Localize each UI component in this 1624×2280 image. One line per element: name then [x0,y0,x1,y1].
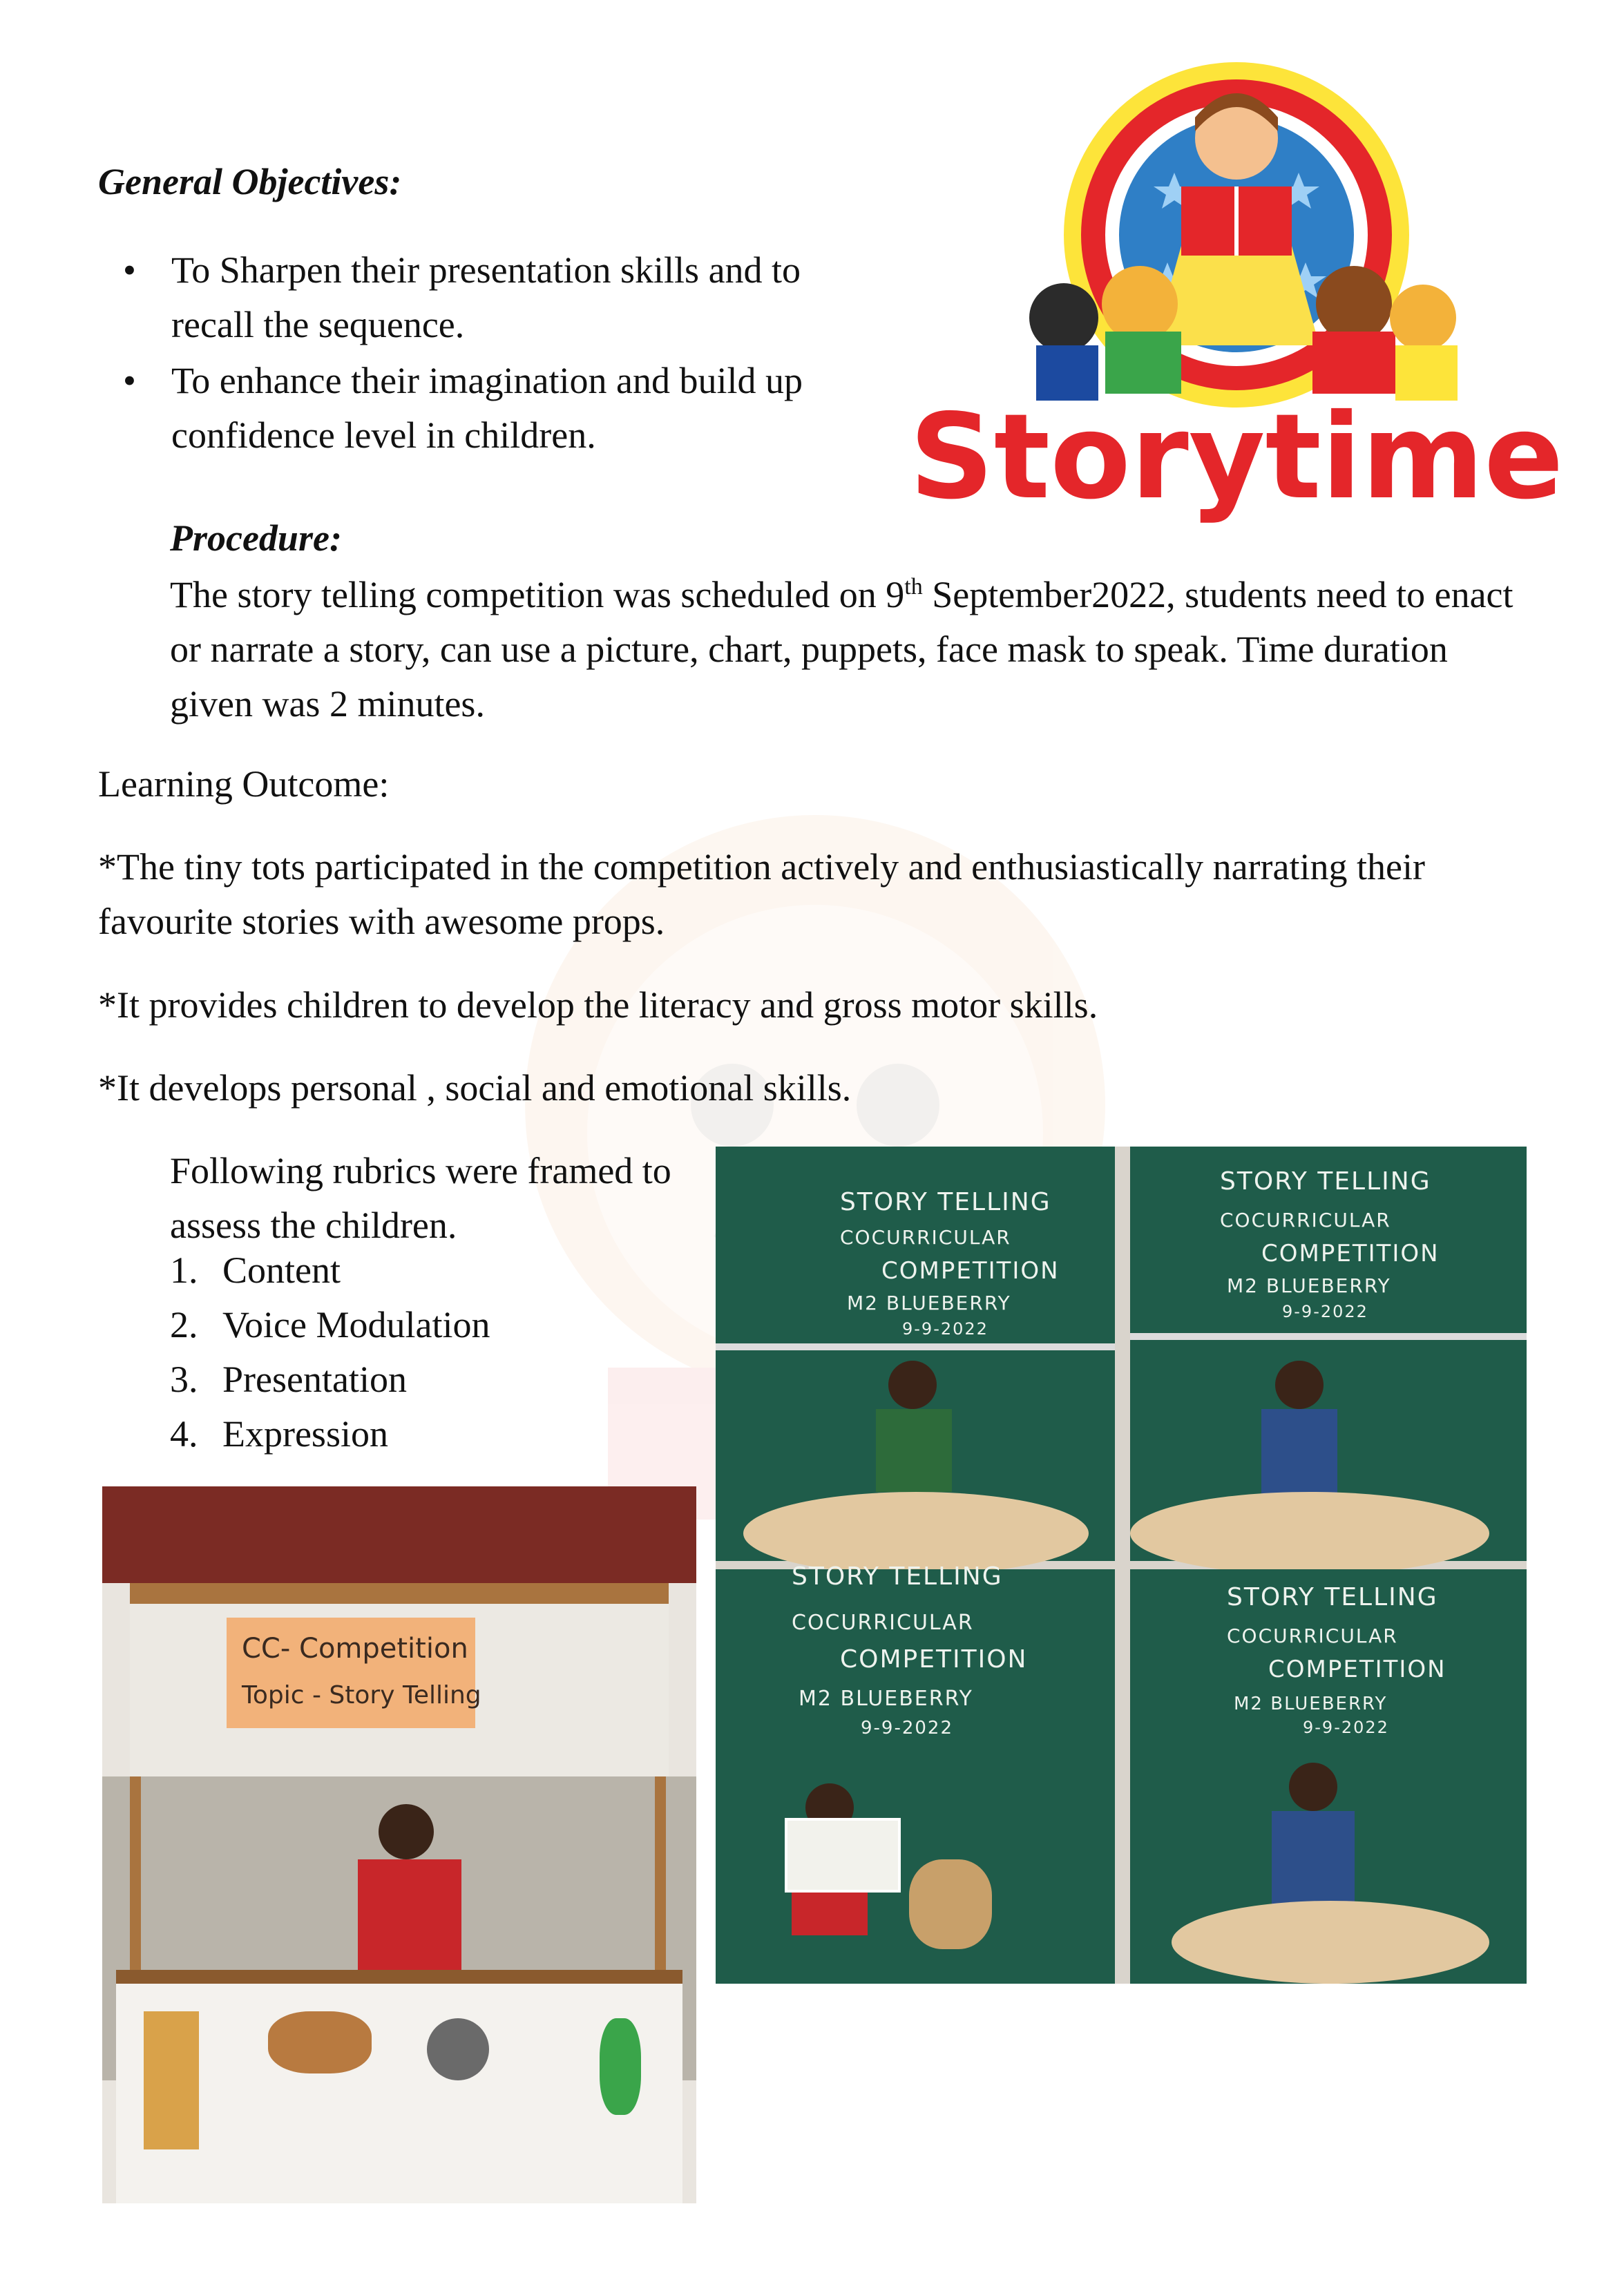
general-objectives-heading: General Objectives: [98,161,402,202]
chalk-line: M2 BLUEBERRY [1227,1274,1391,1297]
rubric-number: 3. [170,1359,198,1400]
sign-line-2: Topic - Story Telling [242,1681,481,1709]
rubric-item [170,1407,490,1462]
board-rail [1130,1333,1527,1340]
objectives-list [116,243,862,464]
chalk-title: STORY TELLING [840,1188,1051,1216]
sign-line-1: CC- Competition [242,1633,468,1665]
chalk-line: COMPETITION [881,1257,1060,1285]
rubric-label: Presentation [222,1359,407,1400]
toy-giraffe [144,2011,199,2149]
rubric-number: 1. [170,1249,198,1291]
stage-front-panel [116,1984,682,2203]
learning-outcome-heading: Learning Outcome: [98,763,390,805]
child-body [358,1859,461,1984]
learning-outcome-point: *The tiny tots participated in the competition actively and enthusiastically narrating their favourite stories with awesome props. [98,846,1425,942]
competition-photo-collage [716,1147,1527,1984]
rubric-label: Expression [222,1413,388,1455]
chalk-line: COMPETITION [1268,1656,1446,1683]
collage-panel [716,1147,1115,1561]
chalk-title: STORY TELLING [1220,1167,1431,1196]
chalk-line: M2 BLUEBERRY [799,1687,973,1711]
learning-outcome-point: *It develops personal , social and emotional skills. [98,1067,852,1109]
procedure-text-part-2: September2022, students need to enact or narrate a story, can use a picture, chart, puppets, face mask to speak. Time duration given was 2 minutes. [170,574,1513,725]
picture-card [785,1818,901,1893]
rubrics-intro: Following rubrics were framed to assess the children. [170,1150,671,1246]
stage-top-shelf [130,1583,669,1604]
procedure-sup: th [904,574,923,600]
storytime-logo-text: Storytime [909,389,1564,526]
rubric-item [170,1298,490,1352]
toy-dog [909,1859,992,1949]
board-rail [716,1343,1115,1350]
collage-panel [716,1562,1115,1984]
chalk-line: COCURRICULAR [840,1226,1011,1249]
chalk-title: STORY TELLING [1227,1583,1438,1611]
toy-deer [268,2011,372,2073]
learning-outcome-point: *It provides children to develop the literacy and gross motor skills. [98,984,1098,1026]
stage-backdrop [102,1486,696,1583]
competition-sign [227,1618,481,1728]
stage-ledge [116,1970,682,1984]
child-head [888,1361,937,1409]
chalk-date: 9-9-2022 [1282,1302,1368,1321]
rubrics-list [170,1243,490,1462]
child-body [1272,1811,1355,1915]
child-head [1275,1361,1324,1409]
child-head [379,1804,434,1859]
toy-parrot [600,2018,641,2115]
toy-panda [427,2018,489,2080]
rubric-item [170,1352,490,1407]
chalk-title: STORY TELLING [792,1562,1003,1591]
chalk-date: 9-9-2022 [902,1319,988,1339]
chalk-date: 9-9-2022 [861,1718,954,1738]
round-table [1172,1901,1489,1984]
rubric-number: 2. [170,1304,198,1345]
puppet-stage-photo [102,1486,696,2203]
child-body [1261,1409,1337,1506]
collage-panel [1130,1147,1527,1561]
round-table [1130,1492,1489,1575]
rubric-label: Content [222,1249,341,1291]
rubric-number: 4. [170,1413,198,1455]
chalk-line: COMPETITION [1261,1240,1440,1267]
child-head [1289,1763,1337,1811]
procedure-text-part-1: The story telling competition was scheduled on 9 [170,574,905,615]
rubric-label: Voice Modulation [222,1304,490,1345]
chalk-line: COCURRICULAR [1220,1209,1391,1232]
chalk-date: 9-9-2022 [1303,1718,1389,1737]
child-body [876,1409,952,1492]
collage-panel [1130,1569,1527,1984]
chalk-line: COMPETITION [840,1645,1028,1674]
chalk-line: M2 BLUEBERRY [847,1292,1011,1314]
chalk-line: COCURRICULAR [1227,1625,1398,1647]
procedure-heading: Procedure: [170,517,342,559]
chalk-line: COCURRICULAR [792,1611,974,1635]
storytime-logo [909,55,1564,526]
rubric-item [170,1243,490,1298]
objective-item: • To Sharpen their presentation skills and to recall the sequence. [116,243,862,352]
objective-item: • To enhance their imagination and build up confidence level in children. [116,354,862,463]
procedure-text [170,568,1524,731]
chalk-line: M2 BLUEBERRY [1234,1694,1388,1714]
